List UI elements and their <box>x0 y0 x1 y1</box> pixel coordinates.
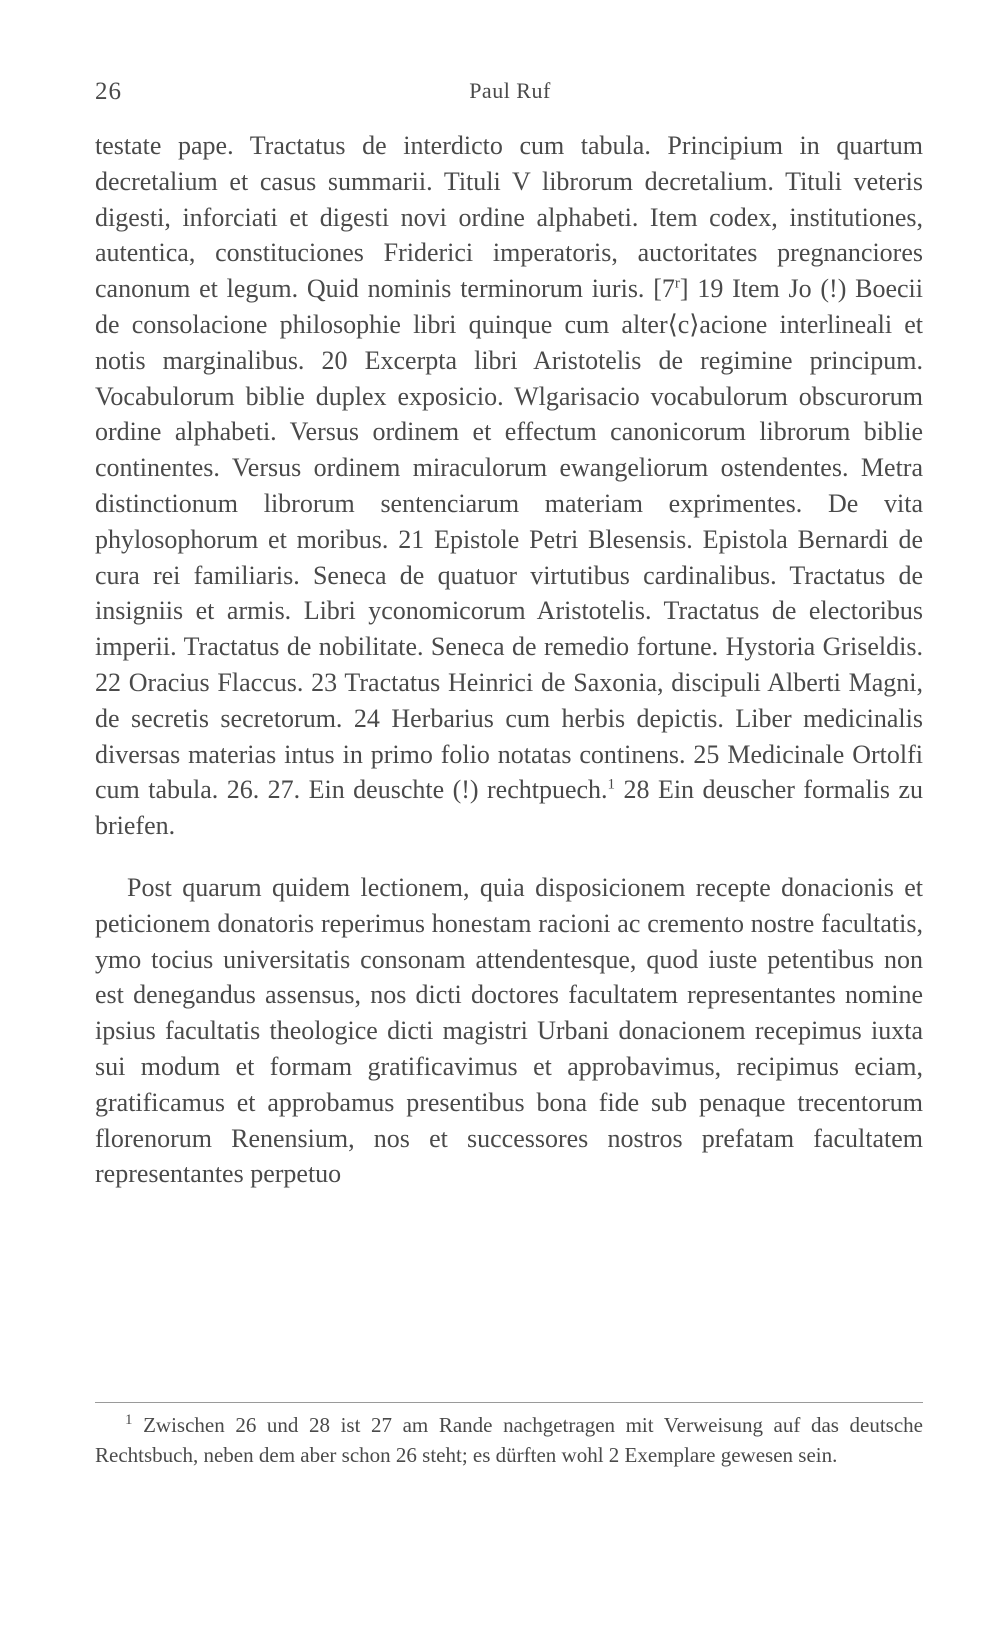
page-header <box>95 78 925 114</box>
inventory-text-a: testate pape. Tractatus de interdicto cum tabula. Principium in quartum decretalium et casus summarii. Tituli V librorum decretalium. Tituli veteris digesti, inforciati et digesti novi ordine alphabeti. Item codex, institutiones, autentica, constituciones Friderici imperatoris, auctoritates pregnanciores canonum et legum. Quid nominis terminorum iuris. <box>95 131 923 304</box>
folio-superscript: r <box>674 275 680 292</box>
inventory-text-b: ] 19 Item Jo (!) Boecii de consolacione philosophie libri quinque cum alter⟨c⟩acione interlineali et notis marginalibus. 20 Excerpta libri Aristotelis de regimine principum. Vocabulorum biblie duplex exposicio. Wlgarisacio vocabulorum obscurorum ordine alphabeti. Versus ordinem et effectum canonicorum librorum biblie continentes. Versus ordinem miraculorum ewangeliorum ostendentes. Metra distinctionum librorum sentenciarum materiam exprimentes. De vita phylosophorum et moribus. 21 Epistole Petri Blesensis. Epistola Bernardi de cura rei familiaris. Seneca de quatuor virtutibus cardinalibus. Tractatus de insigniis et armis. Libri yconomicorum Aristotelis. Tractatus de electoribus imperii. Tractatus de nobilitate. Seneca de remedio fortune. Hystoria Griseldis. 22 Oracius Flaccus. 23 Tractatus Heinrici de Saxonia, discipuli Alberti Magni, de secretis secretorum. 24 Herbarius cum herbis depictis. Liber medicinalis diversas materias intus in primo folio notatas continens. 25 Medicinale Ortolfi cum tabula. 26. 27. Ein deuschte (!) rechtpuech. <box>95 274 924 805</box>
main-text <box>95 128 923 1192</box>
paragraph-inventory <box>95 128 923 844</box>
running-head: Paul Ruf <box>469 78 551 103</box>
folio-prefix: [7 <box>653 274 675 304</box>
footnote-divider <box>95 1402 923 1403</box>
footnote-marker: 1 <box>125 1412 133 1428</box>
paragraph-donation: Post quarum quidem lectionem, quia disposicionem recepte donacionis et peticionem donatoris reperimus honestam racioni ac cremento nostre facultatis, ymo tocius universitatis consonam attendentesque, quod iuste petentibus non est denegandus assensus, nos dicti doctores facultatem representantes nomine ipsius facultatis theologice dicti magistri Urbani donacionem recepimus iuxta sui modum et formam gratificavimus et approbavimus, recipimus eciam, gratificamus et approbamus presentibus bona fide sub penaque trecentorum florenorum Renensium, nos et successores nostros prefatam facultatem representantes perpetuo <box>95 872 923 1189</box>
footnote-1 <box>95 1410 923 1470</box>
page-number: 26 <box>95 78 122 105</box>
footnote-text: Zwischen 26 und 28 ist 27 am Rande nachgetragen mit Verweisung auf das deutsche Rechtsbuch, neben dem aber schon 26 steht; es dürften wohl 2 Exemplare gewesen sein. <box>95 1413 923 1467</box>
inventory-text-c: 28 Ein deuscher formalis zu briefen. <box>95 775 923 841</box>
footnotes <box>95 1410 923 1470</box>
footnote-reference[interactable]: 1 <box>607 776 616 793</box>
